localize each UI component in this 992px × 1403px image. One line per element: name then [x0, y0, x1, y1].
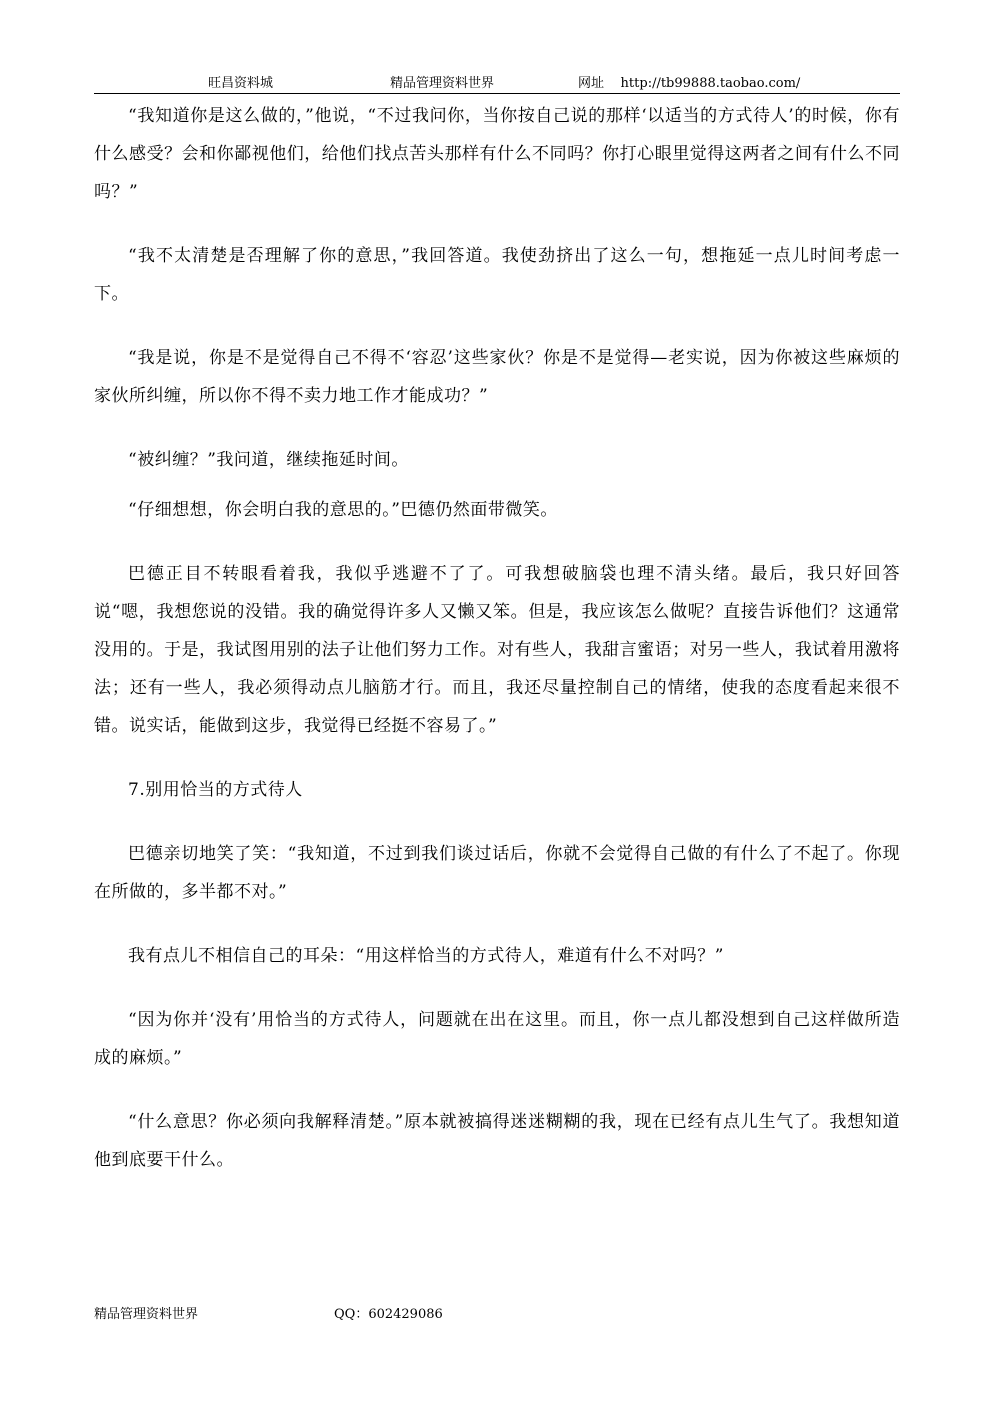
document-body [94, 97, 900, 1179]
paragraph: “仔细想想，你会明白我的意思的。”巴德仍然面带微笑。 [128, 500, 558, 520]
paragraph: 我有点儿不相信自己的耳朵：“用这样恰当的方式待人，难道有什么不对吗？” [128, 946, 724, 966]
footer-qq: QQ：602429086 [334, 1307, 443, 1322]
paragraph: “我知道你是这么做的，”他说，“不过我问你，当你按自己说的那样‘以适当的方式待人’的时候，你有什么感受？会和你鄙视他们，给他们找点苦头那样有什么不同吗？你打心眼里觉得这两者之间有什么不同吗？” [94, 106, 900, 202]
page-header [94, 71, 900, 94]
paragraph: “什么意思？你必须向我解释清楚。”原本就被搞得迷迷糊糊的我，现在已经有点儿生气了。我想知道他到底要干什么。 [94, 1112, 900, 1170]
paragraph: “被纠缠？”我问道，继续拖延时间。 [128, 450, 409, 470]
header-url [578, 72, 800, 91]
header-world-name: 精品管理资料世界 [390, 76, 495, 91]
section-heading: 7.别用恰当的方式待人 [128, 780, 303, 800]
footer-world-name: 精品管理资料世界 [94, 1307, 199, 1322]
paragraph: 巴德正目不转眼看着我，我似乎逃避不了了。可我想破脑袋也理不清头绪。最后，我只好回答说“嗯，我想您说的没错。我的确觉得许多人又懒又笨。但是，我应该怎么做呢？直接告诉他们？这通常没用的。于是，我试图用别的法子让他们努力工作。对有些人，我甜言蜜语；对另一些人，我试着用激将法；还有一些人，我必须得动点儿脑筋才行。而且，我还尽量控制自己的情绪，使我的态度看起来很不错。说实话，能做到这步，我觉得已经挺不容易了。” [94, 564, 900, 736]
paragraph: 巴德亲切地笑了笑：“我知道，不过到我们谈过话后，你就不会觉得自己做的有什么了不起了。你现在所做的，多半都不对。” [94, 844, 900, 902]
header-site-name: 旺昌资料城 [208, 76, 274, 91]
header-url-link[interactable]: http://tb99888.taobao.com/ [620, 76, 801, 91]
paragraph: “因为你并‘没有’用恰当的方式待人，问题就在出在这里。而且，你一点儿都没想到自己这样做所造成的麻烦。” [94, 1010, 900, 1068]
paragraph: “我不太清楚是否理解了你的意思，”我回答道。我使劲挤出了这么一句，想拖延一点儿时间考虑一下。 [94, 246, 900, 304]
header-url-label: 网址 [578, 76, 605, 91]
paragraph: “我是说，你是不是觉得自己不得不‘容忍’这些家伙？你是不是觉得—老实说，因为你被这些麻烦的家伙所纠缠，所以你不得不卖力地工作才能成功？” [94, 348, 900, 406]
